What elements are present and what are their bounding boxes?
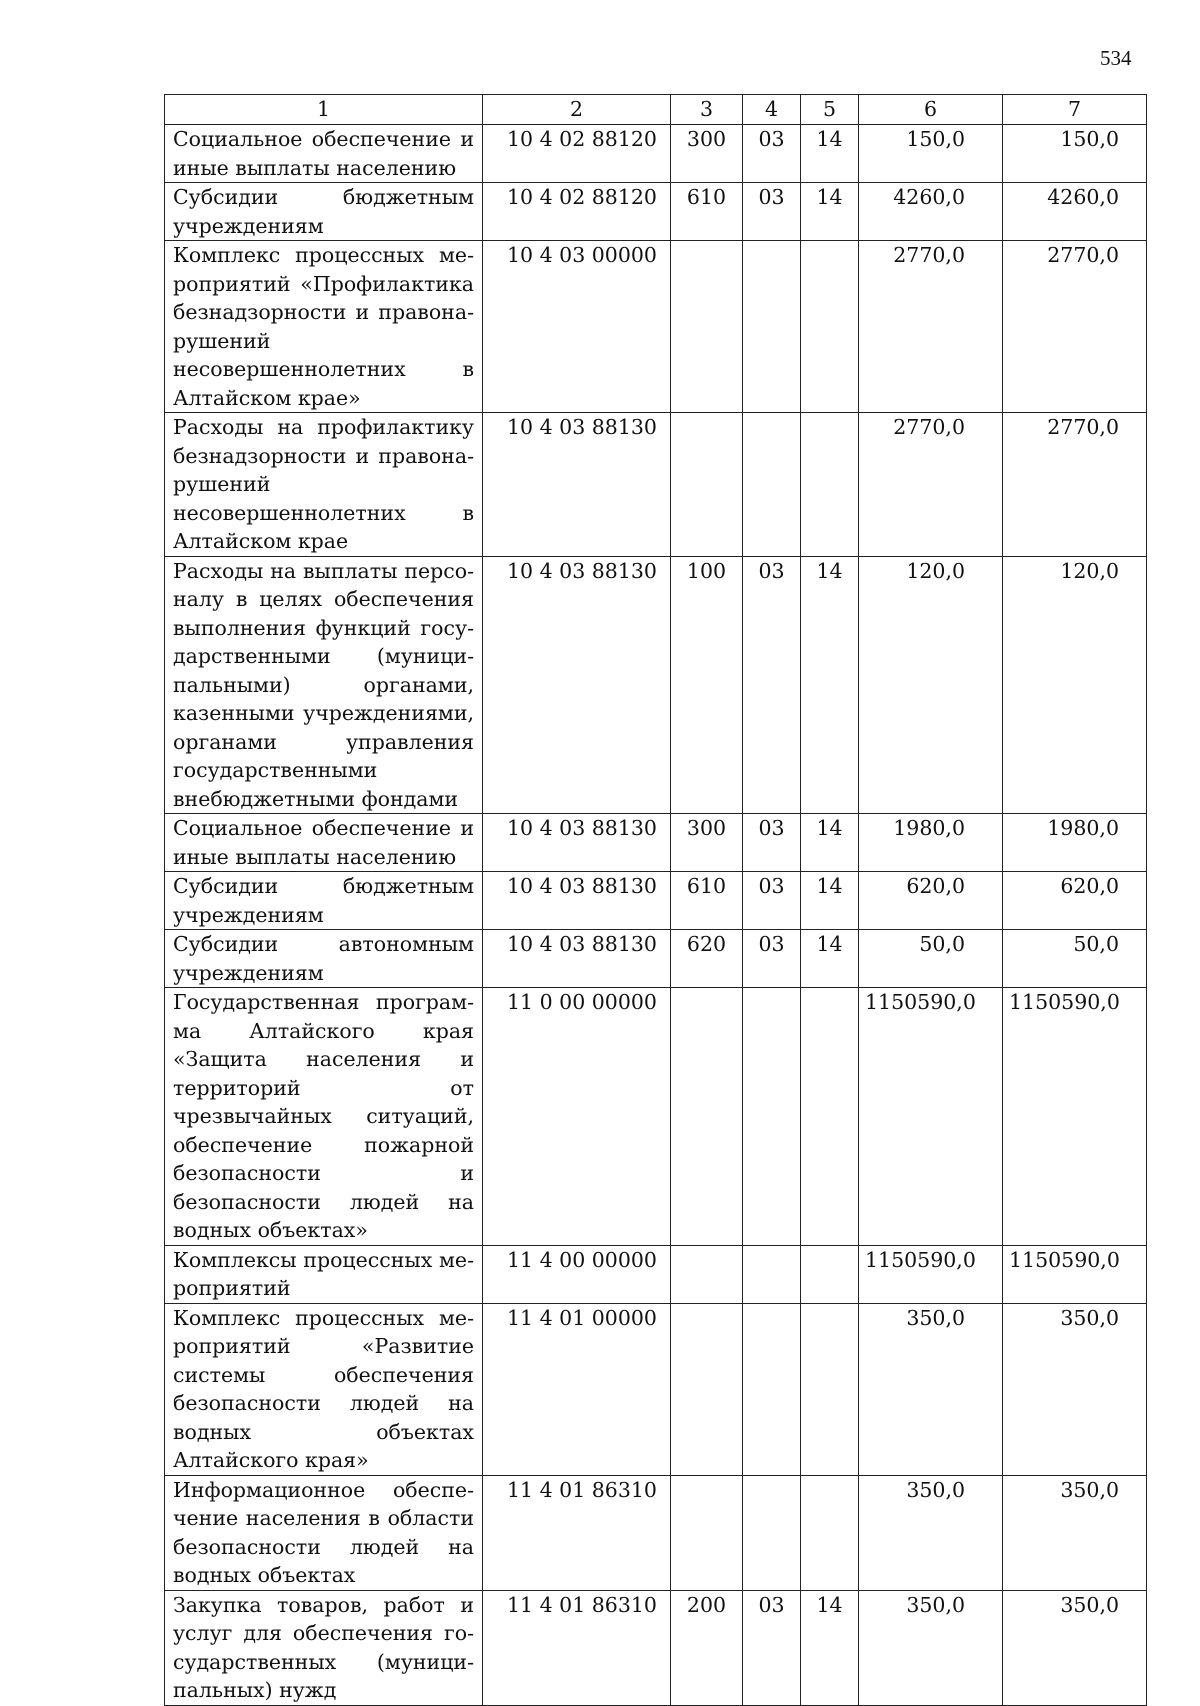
name-cell: Информационное обеспечение населения в области безопасности людей на водных объектах [165,1475,483,1590]
section-cell [743,1303,801,1475]
expense-type-cell: 100 [671,556,743,814]
section-cell: 03 [743,872,801,930]
amount-cell: 350,0 [859,1303,1003,1475]
code-cell: 10 4 03 88130 [483,814,671,872]
name-cell: Субсидии автономным учреждениям [165,930,483,988]
code-cell: 11 4 01 86310 [483,1475,671,1590]
section-cell: 03 [743,183,801,241]
amount-cell: 1150590,0 [1003,1245,1147,1303]
amount-cell: 150,0 [859,125,1003,183]
table-row [165,556,1147,814]
column-header: 7 [1003,95,1147,125]
expense-type-cell: 200 [671,1590,743,1705]
amount-cell: 350,0 [1003,1590,1147,1705]
amount-cell: 350,0 [1003,1303,1147,1475]
subsection-cell: 14 [801,183,859,241]
amount-cell: 4260,0 [1003,183,1147,241]
code-cell: 11 0 00 00000 [483,988,671,1246]
table-row [165,1245,1147,1303]
amount-cell: 2770,0 [1003,413,1147,557]
section-cell: 03 [743,125,801,183]
name-cell: Субсидии бюджетным учреждениям [165,183,483,241]
amount-cell: 2770,0 [1003,241,1147,413]
subsection-cell [801,241,859,413]
subsection-cell: 14 [801,814,859,872]
table-header-row [165,95,1147,125]
amount-cell: 350,0 [1003,1475,1147,1590]
subsection-cell [801,988,859,1246]
budget-table [164,94,1147,1706]
amount-cell: 50,0 [859,930,1003,988]
name-cell: Закупка товаров, работ и услуг для обеспечения государственных (муниципальных) нужд [165,1590,483,1705]
code-cell: 10 4 03 88130 [483,872,671,930]
subsection-cell [801,413,859,557]
section-cell [743,1475,801,1590]
column-header: 2 [483,95,671,125]
name-cell: Комплекс процессных мероприятий «Профилактика безнадзорности и правонарушений несовершеннолетних в Алтайском крае» [165,241,483,413]
code-cell: 10 4 03 00000 [483,241,671,413]
name-cell: Социальное обеспечение и иные выплаты населению [165,125,483,183]
expense-type-cell: 610 [671,872,743,930]
table-row [165,1303,1147,1475]
amount-cell: 1150590,0 [859,988,1003,1246]
expense-type-cell: 620 [671,930,743,988]
table-row [165,241,1147,413]
expense-type-cell: 300 [671,814,743,872]
name-cell: Комплексы процессных мероприятий [165,1245,483,1303]
section-cell: 03 [743,814,801,872]
table-row [165,930,1147,988]
name-cell: Государственная программа Алтайского края «Защита населения и территорий от чрезвычайных ситуаций, обеспечение пожарной безопасности и безопасности людей на водных объектах» [165,988,483,1246]
page-number: 534 [1100,46,1132,70]
name-cell: Расходы на профилактику безнадзорности и правонарушений несовершеннолетних в Алтайском крае [165,413,483,557]
table-row [165,1590,1147,1705]
amount-cell: 120,0 [859,556,1003,814]
amount-cell: 350,0 [859,1475,1003,1590]
amount-cell: 1150590,0 [1003,988,1147,1246]
expense-type-cell: 300 [671,125,743,183]
table-row [165,988,1147,1246]
amount-cell: 2770,0 [859,413,1003,557]
column-header: 3 [671,95,743,125]
code-cell: 10 4 03 88130 [483,930,671,988]
subsection-cell: 14 [801,125,859,183]
code-cell: 10 4 02 88120 [483,183,671,241]
name-cell: Субсидии бюджетным учреждениям [165,872,483,930]
section-cell: 03 [743,1590,801,1705]
expense-type-cell: 610 [671,183,743,241]
subsection-cell: 14 [801,1590,859,1705]
table-row [165,1475,1147,1590]
expense-type-cell [671,241,743,413]
expense-type-cell [671,413,743,557]
amount-cell: 50,0 [1003,930,1147,988]
section-cell [743,241,801,413]
amount-cell: 1980,0 [859,814,1003,872]
amount-cell: 120,0 [1003,556,1147,814]
section-cell: 03 [743,556,801,814]
column-header: 6 [859,95,1003,125]
expense-type-cell [671,1475,743,1590]
amount-cell: 350,0 [859,1590,1003,1705]
code-cell: 10 4 03 88130 [483,556,671,814]
expense-type-cell [671,1303,743,1475]
amount-cell: 150,0 [1003,125,1147,183]
expense-type-cell [671,988,743,1246]
name-cell: Социальное обеспечение и иные выплаты населению [165,814,483,872]
code-cell: 10 4 02 88120 [483,125,671,183]
table-row [165,872,1147,930]
expense-type-cell [671,1245,743,1303]
subsection-cell [801,1475,859,1590]
subsection-cell: 14 [801,872,859,930]
code-cell: 11 4 00 00000 [483,1245,671,1303]
column-header: 5 [801,95,859,125]
section-cell [743,413,801,557]
name-cell: Расходы на выплаты персоналу в целях обеспечения выполнения функций государственными (муниципальными) органами, казенными учреждениями, органами управления государственными внебюджетными фондами [165,556,483,814]
subsection-cell [801,1303,859,1475]
table-row [165,125,1147,183]
section-cell [743,1245,801,1303]
amount-cell: 1980,0 [1003,814,1147,872]
code-cell: 11 4 01 00000 [483,1303,671,1475]
amount-cell: 2770,0 [859,241,1003,413]
amount-cell: 4260,0 [859,183,1003,241]
column-header: 4 [743,95,801,125]
subsection-cell: 14 [801,930,859,988]
code-cell: 10 4 03 88130 [483,413,671,557]
table-row [165,413,1147,557]
section-cell: 03 [743,930,801,988]
amount-cell: 620,0 [1003,872,1147,930]
subsection-cell: 14 [801,556,859,814]
name-cell: Комплекс процессных мероприятий «Развитие системы обеспечения безопасности людей на водных объектах Алтайского края» [165,1303,483,1475]
column-header: 1 [165,95,483,125]
table-row [165,183,1147,241]
section-cell [743,988,801,1246]
amount-cell: 620,0 [859,872,1003,930]
subsection-cell [801,1245,859,1303]
amount-cell: 1150590,0 [859,1245,1003,1303]
code-cell: 11 4 01 86310 [483,1590,671,1705]
table-row [165,814,1147,872]
